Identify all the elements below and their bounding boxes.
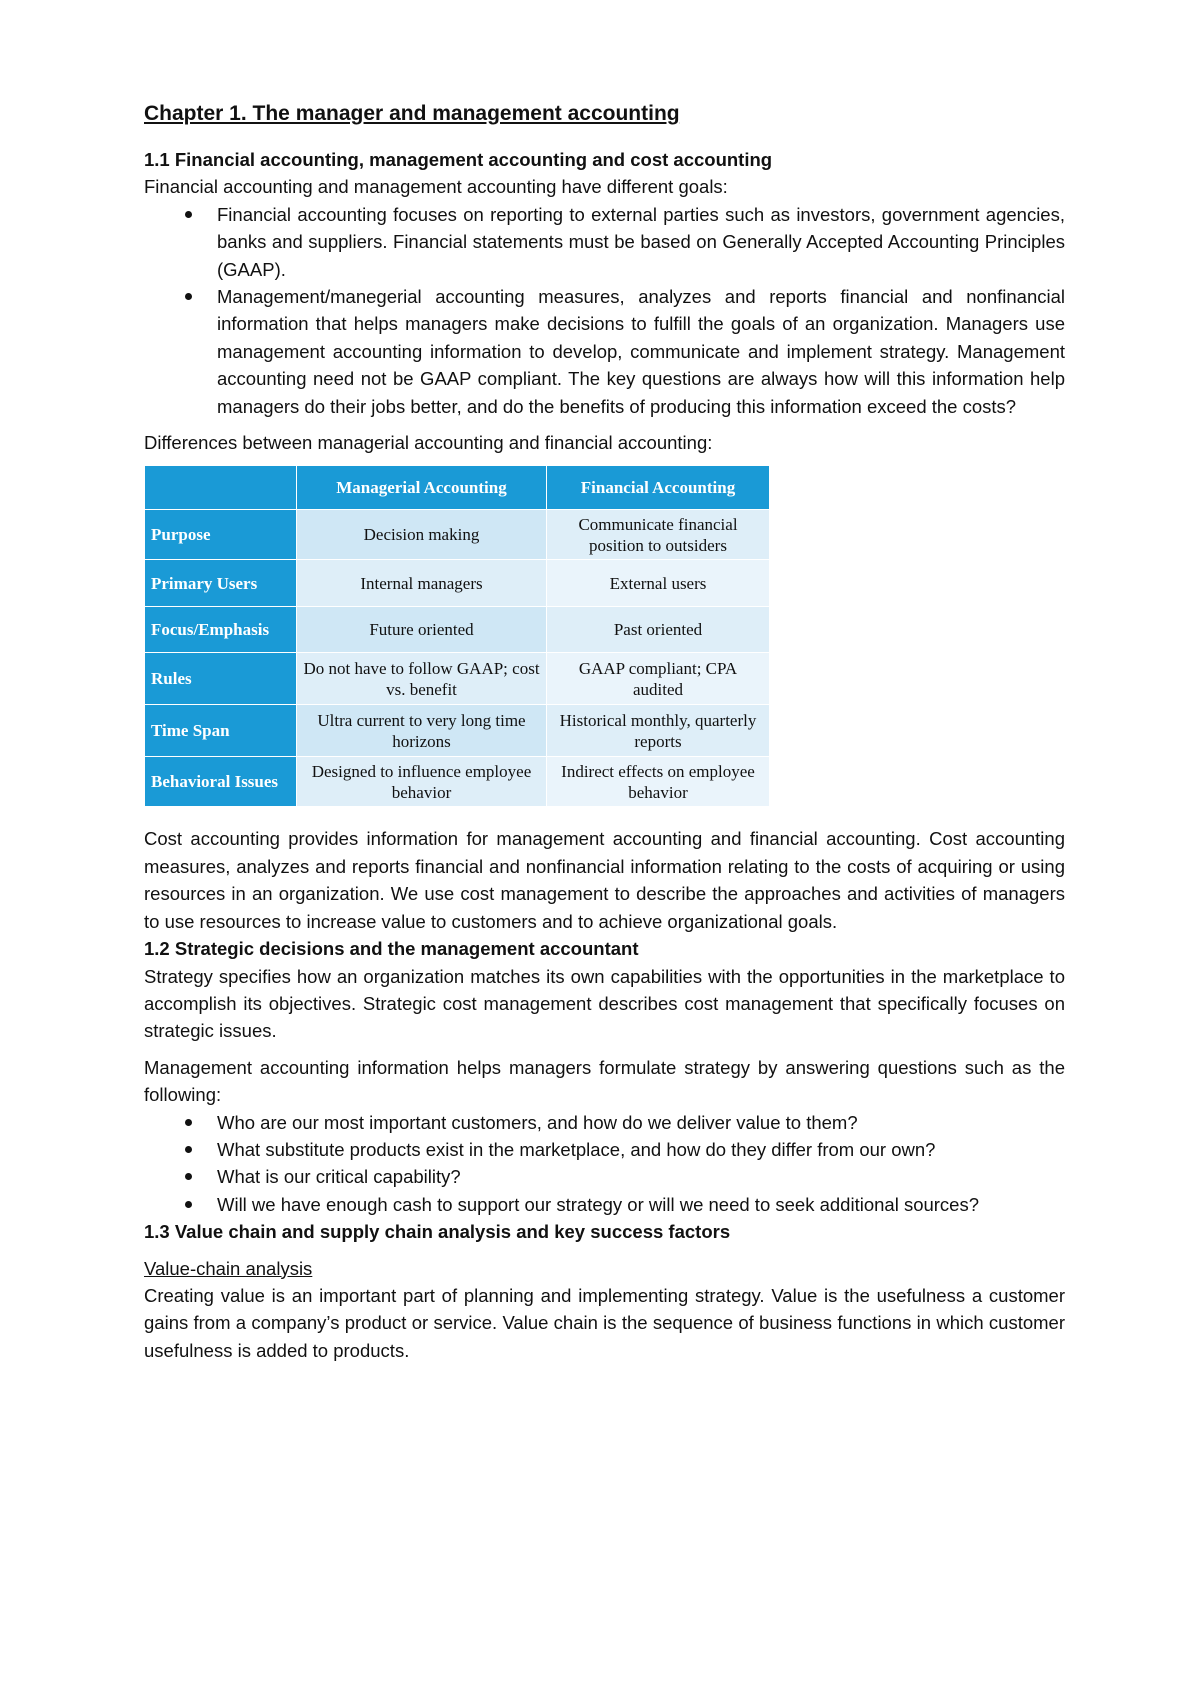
bullet-icon [185, 1201, 192, 1208]
row-header: Behavioral Issues [145, 757, 297, 807]
list-item [144, 201, 1065, 283]
column-header-managerial: Managerial Accounting [297, 466, 547, 510]
table-row [145, 757, 770, 807]
differences-table [144, 465, 770, 807]
section-1-2-heading: 1.2 Strategic decisions and the management accountant [144, 938, 639, 960]
list-item [144, 1163, 1065, 1190]
bullet-icon [185, 211, 192, 218]
table-cell: GAAP compliant; CPA audited [547, 653, 770, 705]
table-row [145, 510, 770, 560]
list-item-text: Management/manegerial accounting measures, analyzes and reports financial and nonfinancial information that helps managers make decisions to fulfill the goals of an organization. Managers use management accounting information to develop, communicate and implement strategy. Management accounting need not be GAAP compliant. The key questions are always how will this information help managers do their jobs better, and do the benefits of producing this information exceed the costs? [217, 286, 1065, 417]
section-1-1-bullet-list [144, 201, 1065, 420]
list-item-text: Who are our most important customers, and how do we deliver value to them? [217, 1111, 858, 1133]
table-row [145, 653, 770, 705]
chapter-title: Chapter 1. The manager and management accounting [144, 102, 680, 125]
column-header-financial: Financial Accounting [547, 466, 770, 510]
section-1-3-heading: 1.3 Value chain and supply chain analysis and key success factors [144, 1221, 731, 1243]
table-cell: Past oriented [547, 607, 770, 653]
bullet-icon [185, 1119, 192, 1126]
table-cell: Historical monthly, quarterly reports [547, 705, 770, 757]
table-cell: Do not have to follow GAAP; cost vs. benefit [297, 653, 547, 705]
list-item [144, 1191, 1065, 1218]
table-row [145, 705, 770, 757]
list-item-text: What is our critical capability? [217, 1166, 461, 1188]
table-cell: Internal managers [297, 560, 547, 607]
value-chain-paragraph: Creating value is an important part of planning and implementing strategy. Value is the usefulness a customer gains from a company’s product or service. Value chain is the sequence of business functions in which customer usefulness is added to products. [144, 1284, 1065, 1361]
list-item-text: Financial accounting focuses on reporting to external parties such as investors, government agencies, banks and suppliers. Financial statements must be based on Generally Accepted Accounting Principles (GAAP). [217, 203, 1065, 280]
section-1-1-intro: Financial accounting and management accounting have different goals: [144, 176, 728, 198]
row-header: Time Span [145, 705, 297, 757]
bullet-icon [185, 293, 192, 300]
document-content [144, 100, 1065, 1364]
section-1-2-bullet-list [144, 1109, 1065, 1219]
list-item-text: What substitute products exist in the marketplace, and how do they differ from our own? [217, 1138, 936, 1160]
row-header: Primary Users [145, 560, 297, 607]
table-cell: Decision making [297, 510, 547, 560]
table-cell: Indirect effects on employee behavior [547, 757, 770, 807]
list-item-text: Will we have enough cash to support our strategy or will we need to seek additional sources? [217, 1193, 980, 1215]
table-header-row [145, 466, 770, 510]
list-item [144, 283, 1065, 420]
table-row [145, 607, 770, 653]
list-item [144, 1136, 1065, 1163]
table-cell: Designed to influence employee behavior [297, 757, 547, 807]
table-intro: Differences between managerial accounting and financial accounting: [144, 432, 713, 454]
table-cell: Future oriented [297, 607, 547, 653]
row-header: Rules [145, 653, 297, 705]
strategy-paragraph: Strategy specifies how an organization matches its own capabilities with the opportunities in the marketplace to accomplish its objectives. Strategic cost management describes cost management that specifically focuses on strategic issues. [144, 965, 1065, 1042]
bullet-icon [185, 1173, 192, 1180]
list-item [144, 1109, 1065, 1136]
table-cell: External users [547, 560, 770, 607]
cost-accounting-paragraph: Cost accounting provides information for management accounting and financial accounting. Cost accounting measures, analyzes and reports financial and nonfinancial information relating to the costs of acquiring or using resources in an organization. We use cost management to describe the approaches and activities of managers to use resources to increase value to customers and to achieve organizational goals. [144, 828, 1065, 932]
corner-cell [145, 466, 297, 510]
row-header: Purpose [145, 510, 297, 560]
management-info-paragraph: Management accounting information helps managers formulate strategy by answering questions such as the following: [144, 1056, 1065, 1106]
table-row [145, 560, 770, 607]
row-header: Focus/Emphasis [145, 607, 297, 653]
table-cell: Ultra current to very long time horizons [297, 705, 547, 757]
section-1-1-heading: 1.1 Financial accounting, management accounting and cost accounting [144, 149, 773, 170]
bullet-icon [185, 1146, 192, 1153]
table-cell: Communicate financial position to outsiders [547, 510, 770, 560]
value-chain-subheading: Value-chain analysis [144, 1257, 313, 1279]
